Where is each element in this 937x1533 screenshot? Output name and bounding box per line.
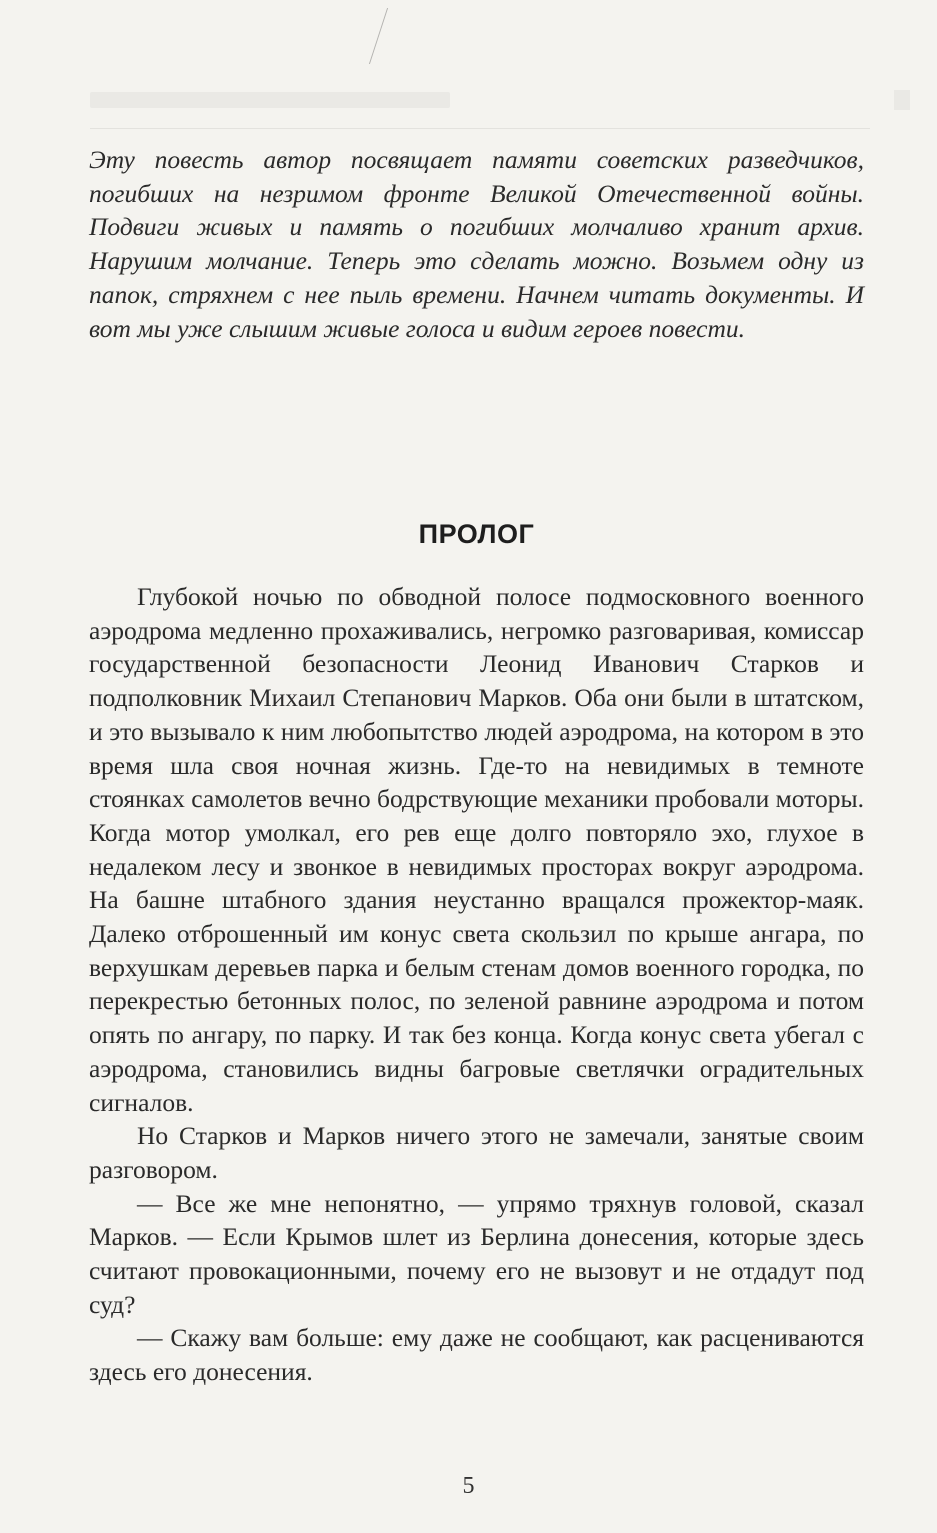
- paragraph: — Все же мне непонятно, — упрямо тряхнув головой, сказал Марков. — Если Крымов шлет из Берлина донесения, которые здесь считают провокационными, почему его не вызовут и не отдадут под суд?: [89, 1188, 864, 1319]
- bleed-through-running-head: [90, 88, 870, 129]
- epigraph: [89, 143, 864, 345]
- body-text: [89, 580, 864, 1389]
- page-number: 5: [462, 1473, 475, 1499]
- chapter-heading: ПРОЛОГ: [418, 519, 535, 549]
- scan-mark: [347, 8, 388, 64]
- paragraph: Глубокой ночью по обводной полосе подмосковного военного аэродрома медленно прохаживались, негромко разговаривая, комиссар государственной безопасности Леонид Иванович Старков и подполковник Михаил Степанович Марков. Оба они были в штатском, и это вызывало к ним любопытство людей аэродрома, на котором в это время шла своя ночная жизнь. Где-то на невидимых в темноте стоянках самолетов вечно бодрствующие механики пробовали моторы. Когда мотор умолкал, его рев еще долго повторяло эхо, глухое в недалеком лесу и звонкое в невидимых просторах вокруг аэродрома. На башне штабного здания неустанно вращался прожектор-маяк. Далеко отброшенный им конус света скользил по крыше ангара, по верхушкам деревьев парка и белым стенам домов военного городка, по перекрестью бетонных полос, по зеленой равнине аэродрома и потом опять по ангару, по парку. И так без конца. Когда конус света убегал с аэродрома, становились видны багровые светлячки оградительных сигналов.: [89, 582, 864, 1117]
- paragraph: — Скажу вам больше: ему даже не сообщают, как расцениваются здесь его донесения.: [89, 1323, 864, 1387]
- paragraph: Но Старков и Марков ничего этого не замечали, занятые своим разговором.: [89, 1121, 864, 1184]
- bleed-through-title-ghost: [90, 92, 450, 108]
- epigraph-text: Эту повесть автор посвящает памяти советских разведчиков, погибших на незримом фронте Великой Отечественной войны. Подвиги живых и память о погибших молчаливо хранит архив. Нарушим молчание. Теперь это сделать можно. Возьмем одну из папок, стряхнем с нее пыль времени. Начнем читать документы. И вот мы уже слышим живые голоса и видим героев повести.: [89, 145, 864, 343]
- bleed-through-folio-ghost: [894, 90, 910, 110]
